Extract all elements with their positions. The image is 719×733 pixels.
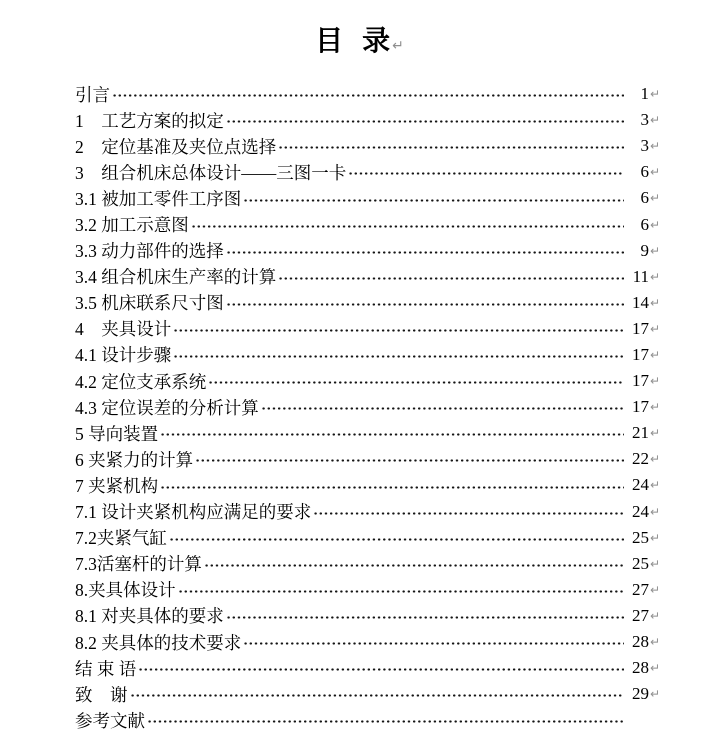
toc-item-label: 8.2 夹具体的技术要求 xyxy=(75,632,242,653)
toc-row[interactable] xyxy=(75,629,663,655)
toc-row[interactable] xyxy=(75,446,663,472)
pilcrow-return-icon: ↵ xyxy=(650,113,661,128)
toc-list xyxy=(75,81,663,733)
toc-row[interactable] xyxy=(75,238,663,264)
pilcrow-return-icon: ↵ xyxy=(650,321,661,336)
toc-row[interactable] xyxy=(75,211,663,237)
pilcrow-return-icon: ↵ xyxy=(650,217,661,232)
toc-item-label: 2 定位基准及夹位点选择 xyxy=(75,136,277,157)
toc-item-label: 7 夹紧机构 xyxy=(75,475,159,496)
toc-leader-dots xyxy=(191,211,624,237)
toc-item-label: 引言 xyxy=(75,84,110,105)
toc-page-number: 9 xyxy=(640,240,649,260)
toc-page-number: 25 xyxy=(632,527,649,547)
toc-leader-dots xyxy=(112,81,624,107)
toc-item-label: 3.4 组合机床生产率的计算 xyxy=(75,267,277,288)
pilcrow-return-icon: ↵ xyxy=(650,400,661,415)
toc-leader-dots xyxy=(226,603,624,629)
toc-item-label: 3.2 加工示意图 xyxy=(75,215,189,236)
toc-row[interactable] xyxy=(75,577,663,603)
toc-leader-dots xyxy=(261,394,624,420)
toc-leader-dots xyxy=(169,525,624,551)
toc-page-number: 17 xyxy=(632,397,649,417)
toc-item-label: 5 导向装置 xyxy=(75,423,159,444)
toc-row[interactable] xyxy=(75,159,663,185)
pilcrow-return-icon: ↵ xyxy=(650,687,661,702)
toc-page-number: 29 xyxy=(632,684,649,704)
toc-row[interactable] xyxy=(75,655,663,681)
toc-page-number: 6 xyxy=(640,188,649,208)
toc-item-label: 1 工艺方案的拟定 xyxy=(75,110,224,131)
toc-row[interactable] xyxy=(75,264,663,290)
toc-leader-dots xyxy=(130,681,625,707)
toc-page-number: 1 xyxy=(640,84,649,104)
pilcrow-return-icon: ↵ xyxy=(650,504,661,519)
toc-item-label: 4.3 定位误差的分析计算 xyxy=(75,397,259,418)
toc-page-number: 27 xyxy=(632,579,649,599)
toc-leader-dots xyxy=(173,316,624,342)
toc-page-number: 27 xyxy=(632,605,649,625)
toc-page-number: 24 xyxy=(632,475,649,495)
pilcrow-return-icon: ↵ xyxy=(650,191,661,206)
toc-leader-dots xyxy=(160,420,624,446)
pilcrow-return-icon: ↵ xyxy=(650,635,661,650)
pilcrow-return-icon: ↵ xyxy=(650,478,661,493)
toc-item-label: 4.2 定位支承系统 xyxy=(75,371,207,392)
pilcrow-return-icon: ↵ xyxy=(650,347,661,362)
page-title-text: 目 录 xyxy=(315,26,391,57)
pilcrow-return-icon: ↵ xyxy=(650,165,661,180)
pilcrow-return-icon: ↵ xyxy=(650,374,661,389)
toc-leader-dots xyxy=(147,707,624,733)
toc-page-number: 17 xyxy=(632,318,649,338)
pilcrow-return-icon: ↵ xyxy=(650,661,661,676)
toc-row[interactable] xyxy=(75,499,663,525)
toc-item-label: 8.1 对夹具体的要求 xyxy=(75,606,224,627)
toc-row[interactable] xyxy=(75,603,663,629)
pilcrow-return-icon: ↵ xyxy=(650,582,661,597)
toc-page-number: 3 xyxy=(640,110,649,130)
toc-leader-dots xyxy=(278,264,624,290)
pilcrow-return-icon: ↵ xyxy=(650,426,661,441)
toc-item-label: 参考文献 xyxy=(75,710,145,731)
toc-leader-dots xyxy=(243,629,624,655)
toc-leader-dots xyxy=(226,238,624,264)
toc-leader-dots xyxy=(278,133,624,159)
toc-item-label: 7.3活塞杆的计算 xyxy=(75,554,202,575)
toc-page-number: 6 xyxy=(640,214,649,234)
pilcrow-return-icon: ↵ xyxy=(650,556,661,571)
toc-page-number: 24 xyxy=(632,501,649,521)
toc-row[interactable] xyxy=(75,133,663,159)
pilcrow-return-icon: ↵ xyxy=(650,452,661,467)
toc-item-label: 3.5 机床联系尺寸图 xyxy=(75,293,224,314)
toc-row[interactable] xyxy=(75,525,663,551)
toc-page-number: 11 xyxy=(632,266,649,286)
page-title xyxy=(0,26,719,62)
toc-leader-dots xyxy=(243,185,624,211)
toc-page-number: 25 xyxy=(632,553,649,573)
toc-leader-dots xyxy=(160,472,624,498)
toc-page-number: 28 xyxy=(632,632,649,652)
pilcrow-return-icon: ↵ xyxy=(650,139,661,154)
pilcrow-return-icon: ↵ xyxy=(650,269,661,284)
toc-leader-dots xyxy=(195,446,624,472)
toc-page-number: 28 xyxy=(632,658,649,678)
pilcrow-return-icon: ↵ xyxy=(392,38,404,54)
toc-leader-dots xyxy=(208,368,624,394)
toc-leader-dots xyxy=(204,551,624,577)
toc-row[interactable] xyxy=(75,394,663,420)
toc-row[interactable] xyxy=(75,290,663,316)
toc-page-number: 22 xyxy=(632,449,649,469)
toc-item-label: 结 束 语 xyxy=(75,658,137,679)
toc-page-number: 3 xyxy=(640,136,649,156)
toc-item-label: 3.1 被加工零件工序图 xyxy=(75,188,242,209)
toc-row[interactable] xyxy=(75,420,663,446)
toc-leader-dots xyxy=(226,290,624,316)
toc-row[interactable] xyxy=(75,681,663,707)
toc-row[interactable] xyxy=(75,185,663,211)
toc-leader-dots xyxy=(313,499,624,525)
pilcrow-return-icon: ↵ xyxy=(650,295,661,310)
toc-row[interactable] xyxy=(75,316,663,342)
toc-item-label: 4 夹具设计 xyxy=(75,319,172,340)
toc-leader-dots xyxy=(178,577,624,603)
toc-row[interactable] xyxy=(75,472,663,498)
pilcrow-return-icon: ↵ xyxy=(650,87,661,102)
toc-item-label: 8.夹具体设计 xyxy=(75,580,176,601)
toc-row[interactable] xyxy=(75,107,663,133)
toc-item-label: 6 夹紧力的计算 xyxy=(75,449,194,470)
toc-row[interactable] xyxy=(75,342,663,368)
toc-item-label: 7.1 设计夹紧机构应满足的要求 xyxy=(75,502,312,523)
pilcrow-return-icon: ↵ xyxy=(650,243,661,258)
toc-item-label: 3.3 动力部件的选择 xyxy=(75,241,224,262)
toc-page-number: 6 xyxy=(640,162,649,182)
toc-item-label: 致 谢 xyxy=(75,684,128,705)
toc-row[interactable] xyxy=(75,81,663,107)
toc-leader-dots xyxy=(138,655,624,681)
pilcrow-return-icon: ↵ xyxy=(650,608,661,623)
toc-page-number: 14 xyxy=(632,292,649,312)
toc-item-label: 4.1 设计步骤 xyxy=(75,345,172,366)
toc-leader-dots xyxy=(226,107,624,133)
toc-leader-dots xyxy=(348,159,624,185)
toc-item-label: 3 组合机床总体设计——三图一卡 xyxy=(75,162,347,183)
toc-row[interactable] xyxy=(75,368,663,394)
toc-page-number: 17 xyxy=(632,344,649,364)
toc-page-number: 21 xyxy=(632,423,649,443)
toc-item-label: 7.2夹紧气缸 xyxy=(75,528,167,549)
toc-row[interactable] xyxy=(75,551,663,577)
pilcrow-return-icon: ↵ xyxy=(650,530,661,545)
toc-leader-dots xyxy=(173,342,624,368)
toc-page-number: 17 xyxy=(632,371,649,391)
toc-row[interactable] xyxy=(75,707,663,733)
